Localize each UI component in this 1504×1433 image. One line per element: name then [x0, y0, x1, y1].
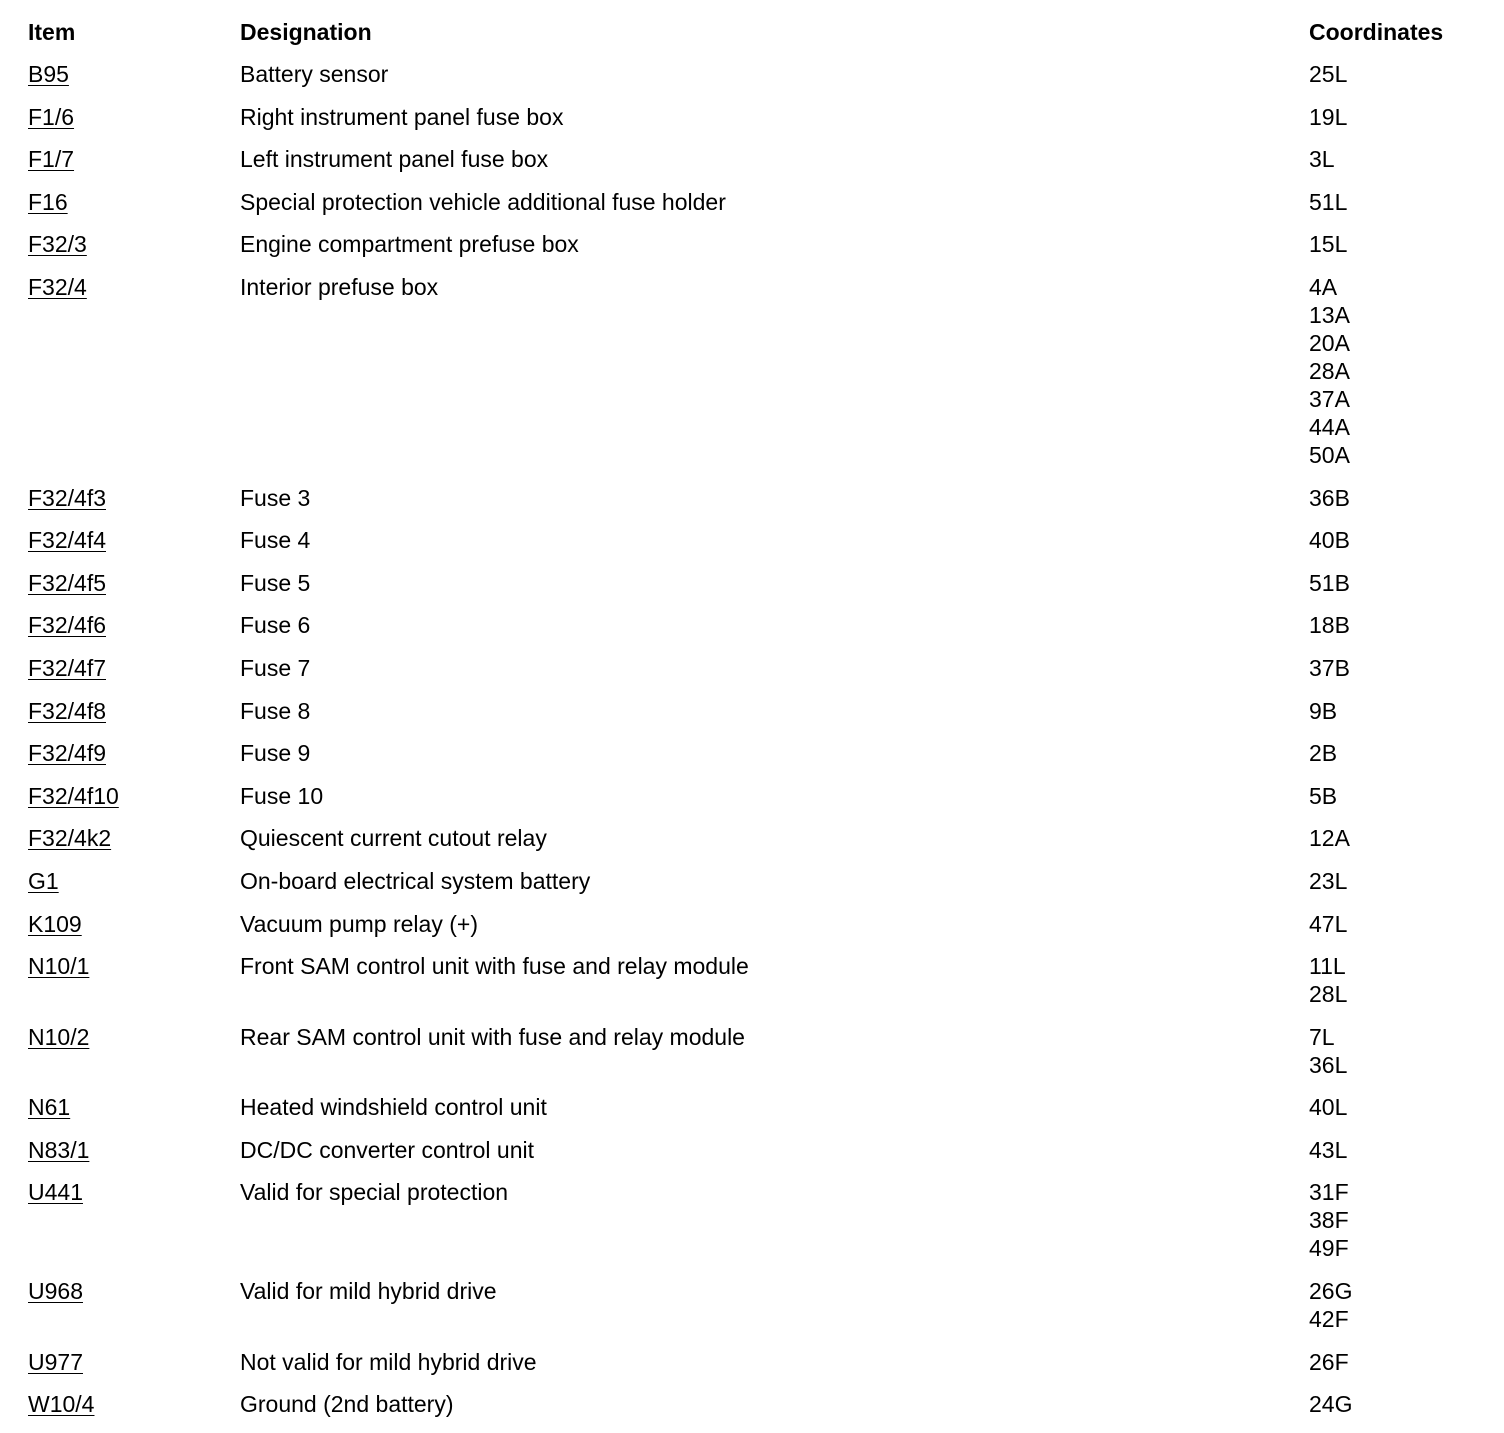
coordinate-value: 15L: [1309, 231, 1348, 258]
coordinates-cell: [1309, 230, 1347, 258]
table-row: [28, 60, 1488, 103]
coordinate-value: 5B: [1309, 782, 1338, 809]
item-link[interactable]: F32/4f8: [28, 697, 106, 724]
designation-text: Quiescent current cutout relay: [240, 825, 547, 852]
coordinates-cell: [1309, 910, 1347, 938]
coordinate-value: 12A: [1309, 825, 1350, 852]
column-header-coordinates: Coordinates: [1309, 19, 1444, 45]
coordinate-value: 9B: [1309, 697, 1338, 724]
table-row: [28, 103, 1488, 146]
coordinate-value: 51B: [1309, 569, 1350, 596]
coordinate-value: 44A: [1309, 413, 1350, 440]
table-row: [28, 1178, 1488, 1277]
table-row: [28, 145, 1488, 188]
table-header-row: [28, 18, 1488, 60]
designation-text: Fuse 5: [240, 569, 311, 596]
coordinate-value: 51L: [1309, 188, 1348, 215]
designation-text: Right instrument panel fuse box: [240, 103, 564, 130]
coordinates-cell: [1309, 654, 1350, 682]
table-row: [28, 611, 1488, 654]
coordinate-value: 47L: [1309, 910, 1348, 937]
item-link[interactable]: U441: [28, 1179, 83, 1206]
table-row: [28, 526, 1488, 569]
coordinate-value: 13A: [1309, 301, 1350, 328]
coordinates-cell: [1309, 1390, 1352, 1418]
table-row: [28, 273, 1488, 484]
table-row: [28, 1136, 1488, 1179]
coordinate-value: 36B: [1309, 484, 1350, 511]
table-row: [28, 739, 1488, 782]
item-link[interactable]: F32/4f10: [28, 782, 119, 809]
coordinate-value: 42F: [1309, 1306, 1349, 1333]
table-row: [28, 824, 1488, 867]
coordinates-cell: [1309, 484, 1350, 512]
designation-text: Valid for mild hybrid drive: [240, 1278, 497, 1305]
item-link[interactable]: F32/4k2: [28, 825, 112, 852]
table-row: [28, 188, 1488, 231]
table-row: [28, 1348, 1488, 1391]
table-row: [28, 569, 1488, 612]
designation-text: Fuse 6: [240, 612, 311, 639]
coordinate-value: 24G: [1309, 1391, 1353, 1418]
item-link[interactable]: F32/4f9: [28, 740, 106, 767]
coordinate-value: 37B: [1309, 654, 1350, 681]
table-row: [28, 697, 1488, 740]
designation-text: DC/DC converter control unit: [240, 1136, 534, 1163]
item-link[interactable]: F32/3: [28, 231, 87, 258]
table-row: [28, 484, 1488, 527]
coordinates-cell: [1309, 1178, 1349, 1262]
item-link[interactable]: F1/7: [28, 146, 75, 173]
table-row: [28, 782, 1488, 825]
designation-text: Fuse 10: [240, 782, 324, 809]
designation-text: Engine compartment prefuse box: [240, 231, 579, 258]
coordinates-cell: [1309, 824, 1350, 852]
coordinates-cell: [1309, 569, 1350, 597]
designation-text: Rear SAM control unit with fuse and relay module: [240, 1023, 745, 1050]
coordinates-cell: [1309, 1093, 1347, 1121]
designation-text: Fuse 3: [240, 484, 311, 511]
designation-text: Special protection vehicle additional fuse holder: [240, 188, 726, 215]
designation-text: Battery sensor: [240, 61, 389, 87]
item-link[interactable]: U977: [28, 1348, 83, 1375]
coordinate-value: 7L: [1309, 1023, 1335, 1050]
coordinates-cell: [1309, 188, 1347, 216]
coordinate-value: 2B: [1309, 740, 1338, 767]
table-row: [28, 1093, 1488, 1136]
item-link[interactable]: G1: [28, 867, 59, 894]
coordinate-value: 36L: [1309, 1051, 1348, 1078]
coordinate-value: 50A: [1309, 441, 1350, 468]
coordinates-cell: [1309, 1023, 1347, 1079]
item-link[interactable]: K109: [28, 910, 82, 937]
item-link[interactable]: N61: [28, 1094, 71, 1121]
coordinate-value: 20A: [1309, 329, 1350, 356]
coordinate-value: 25L: [1309, 61, 1348, 87]
table-row: [28, 910, 1488, 953]
table-row: [28, 867, 1488, 910]
coordinates-cell: [1309, 697, 1337, 725]
table-row: [28, 1390, 1488, 1433]
coordinate-value: 38F: [1309, 1207, 1349, 1234]
designation-text: Left instrument panel fuse box: [240, 146, 549, 173]
coordinate-value: 3L: [1309, 146, 1335, 173]
coordinate-value: 28L: [1309, 981, 1348, 1008]
designation-text: Fuse 9: [240, 740, 311, 767]
coordinates-cell: [1309, 60, 1347, 88]
table-row: [28, 1277, 1488, 1348]
coordinate-value: 26F: [1309, 1348, 1349, 1375]
item-link[interactable]: N10/1: [28, 953, 90, 980]
coordinates-cell: [1309, 103, 1347, 131]
coordinates-cell: [1309, 1277, 1352, 1333]
item-link[interactable]: F1/6: [28, 103, 75, 130]
coordinate-value: 31F: [1309, 1179, 1349, 1206]
item-link[interactable]: F16: [28, 188, 68, 215]
item-link[interactable]: F32/4: [28, 273, 87, 300]
designation-text: Fuse 4: [240, 527, 311, 554]
column-header-designation: Designation: [240, 19, 372, 45]
coordinate-value: 23L: [1309, 867, 1348, 894]
designation-text: Fuse 7: [240, 654, 311, 681]
designation-text: Front SAM control unit with fuse and relay module: [240, 953, 749, 980]
coordinate-value: 43L: [1309, 1136, 1348, 1163]
coordinate-value: 19L: [1309, 103, 1348, 130]
designation-text: Interior prefuse box: [240, 273, 439, 300]
coordinates-cell: [1309, 526, 1350, 554]
item-link[interactable]: F32/4f6: [28, 612, 106, 639]
designation-text: Ground (2nd battery): [240, 1391, 454, 1418]
coordinate-value: 18B: [1309, 612, 1350, 639]
coordinate-value: 11L: [1309, 953, 1346, 980]
coordinate-value: 26G: [1309, 1278, 1353, 1305]
designation-text: Valid for special protection: [240, 1179, 509, 1206]
coordinate-value: 40B: [1309, 527, 1350, 554]
item-link[interactable]: N10/2: [28, 1023, 90, 1050]
component-legend-table: [28, 18, 1488, 1433]
item-link[interactable]: F32/4f3: [28, 484, 106, 511]
designation-text: On-board electrical system battery: [240, 867, 591, 894]
table-row: [28, 1023, 1488, 1094]
designation-text: Heated windshield control unit: [240, 1094, 547, 1121]
item-link[interactable]: N83/1: [28, 1136, 90, 1163]
item-link[interactable]: U968: [28, 1278, 83, 1305]
column-header-item: Item: [28, 19, 76, 45]
item-link[interactable]: F32/4f4: [28, 527, 106, 554]
designation-text: Not valid for mild hybrid drive: [240, 1348, 537, 1375]
coordinate-value: 40L: [1309, 1094, 1348, 1121]
item-link[interactable]: F32/4f7: [28, 654, 106, 681]
item-link[interactable]: F32/4f5: [28, 569, 106, 596]
coordinate-value: 49F: [1309, 1235, 1349, 1262]
table-row: [28, 654, 1488, 697]
coordinates-cell: [1309, 952, 1347, 1008]
coordinates-cell: [1309, 739, 1337, 767]
table-row: [28, 230, 1488, 273]
coordinates-cell: [1309, 611, 1350, 639]
item-link[interactable]: W10/4: [28, 1391, 95, 1418]
coordinates-cell: [1309, 1136, 1347, 1164]
coordinate-value: 37A: [1309, 385, 1350, 412]
table-row: [28, 952, 1488, 1023]
coordinates-cell: [1309, 273, 1350, 469]
item-link[interactable]: B95: [28, 61, 69, 87]
coordinates-cell: [1309, 782, 1337, 810]
coordinate-value: 4A: [1309, 273, 1338, 300]
designation-text: Vacuum pump relay (+): [240, 910, 478, 937]
coordinates-cell: [1309, 1348, 1349, 1376]
coordinate-value: 28A: [1309, 357, 1350, 384]
coordinates-cell: [1309, 867, 1347, 895]
table-body: [28, 60, 1488, 1433]
designation-text: Fuse 8: [240, 697, 311, 724]
coordinates-cell: [1309, 145, 1335, 173]
